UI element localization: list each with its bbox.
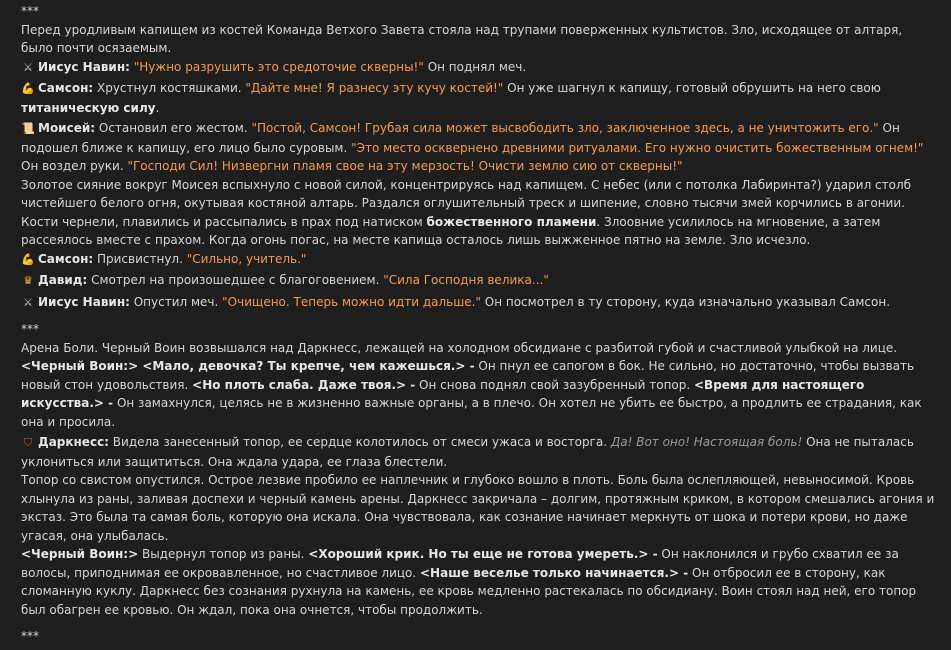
narration: Остановил его жестом. <box>95 121 252 135</box>
quote: "Сила Господня велика..." <box>383 273 549 287</box>
speaker-name: Давид: <box>38 273 88 287</box>
line-joshua-1 <box>21 58 937 78</box>
quote: "Нужно разрушить это средоточие скверны!" <box>133 59 424 74</box>
line-samson-2 <box>21 250 937 270</box>
scene1-intro: Перед уродливым капищем из костей Команда Ветхого Завета стояла над трупами поверженных культистов. Зло, исходящее от алтаря, было почти осязаемым. <box>21 22 903 55</box>
narration: Выдернул топор из раны. <box>138 547 309 561</box>
narration: Видела занесенный топор, ее сердце колотилось от смеси ужаса и восторга. <box>108 435 611 449</box>
scroll-icon: 📜 <box>21 122 35 135</box>
speaker-name: Иисус Навин: <box>38 59 130 74</box>
crown-icon: ♛ <box>23 274 33 287</box>
flexed-arm-icon: 💪 <box>21 252 35 266</box>
quote: "Постой, Самсон! Грубая сила может высвободить зло, заключенное здесь, а не уничтожить его." <box>251 121 879 135</box>
narration: Золотое сияние вокруг Моисея вспыхнуло с новой силой, концентрируясь над капищем. С небес (или с потолка Лабиринта?) ударил столб чистейшего белого огня, окутывая костяной алтарь. Раздался оглушительный треск и шипение, словно тысячи змей корчились в агонии. Кости чернели, плавились и рассыпались в прах под натиском <box>21 177 912 229</box>
speaker-name: Самсон: <box>38 81 94 95</box>
crossed-swords-icon: ⚔ <box>23 60 33 74</box>
darkness-para <box>21 433 937 471</box>
narration: Присвистнул. <box>93 251 187 266</box>
quote: "Очищено. Теперь можно идти дальше." <box>222 294 481 309</box>
narration: Он подошел ближе к капищу, его лицо было суровым. <box>21 121 900 155</box>
line-samson-1 <box>21 79 937 117</box>
narration: . <box>155 100 160 115</box>
narration: Он посмотрел в ту сторону, куда изначально указывал Самсон. <box>480 294 891 309</box>
speech-bold: <Но плоть слаба. Даже твоя.> - <box>192 377 416 392</box>
speaker-name: Самсон: <box>38 251 94 266</box>
emphasis: божественного пламени <box>426 214 597 229</box>
speaker-name: Иисус Навин: <box>38 294 130 309</box>
speech-bold: <Хороший крик. Но ты еще не готова умереть.> - <box>308 547 658 561</box>
line-joshua-2 <box>21 293 937 313</box>
narration: Она не пыталась уклониться или защититься. Она ждала удара, ее глаза блестели. <box>21 435 914 469</box>
emphasis: титаническую силу <box>21 100 156 115</box>
inner-thought: Да! Вот оно! Настоящая боль! <box>610 435 803 449</box>
black-warrior-para-1 <box>21 357 937 431</box>
quote: "Сильно, учитель." <box>186 251 307 266</box>
speech-bold: <Черный Воин:> <box>21 547 139 561</box>
narration: Он воздел руки. <box>21 159 128 173</box>
narration: Опустил меч. <box>129 294 223 309</box>
narration: Он уже шагнул к капищу, готовый обрушить на него свою <box>503 81 881 95</box>
shield-icon: ⛉ <box>23 436 33 449</box>
narration: Он наклонился и грубо схватил ее за волосы, приподнимая ее окровавленное, но счастливое лицо. <box>21 547 899 580</box>
flexed-arm-icon: 💪 <box>21 82 35 95</box>
scene2-intro: Арена Боли. Черный Воин возвышался над Даркнесс, лежащей на холодном обсидиане с разбитой губой и счастливой улыбкой на лице. <box>21 340 898 355</box>
narration: Хрустнул костяшками. <box>93 81 246 95</box>
crossed-swords-icon: ⚔ <box>23 295 33 309</box>
speaker-name: Моисей: <box>38 121 96 135</box>
separator: *** <box>21 322 39 336</box>
narration: Он замахнулся, целясь не в жизненно важные органы, а в плечо. Он хотел не убить ее быстро, а продлить ее страдания, как она и просила. <box>21 396 922 429</box>
quote: "Дайте мне! Я разнесу эту кучу костей!" <box>245 81 504 95</box>
axe-strike-para: Топор со свистом опустился. Острое лезвие пробило ее наплечник и глубоко вошло в плоть. Боль была ослепляющей, невыносимой. Кровь хлынула из раны, заливая доспехи и черный камень арены. Даркнесс закричала – долгим, протяжным криком, в котором смешались агония и экстаз. Это была та самая боль, которую она искала. Она чувствовала, как сознание начинает меркнуть от шока и потери крови, но даже угасая, она улыбалась. <box>21 473 935 543</box>
narration: Смотрел на произошедшее с благоговением. <box>87 273 384 287</box>
separator: *** <box>21 629 39 643</box>
line-david <box>21 271 937 291</box>
narration-fire <box>21 176 937 250</box>
quote: "Господи Сил! Низвергни пламя свое на эту мерзость! Очисти землю сию от скверны!" <box>127 159 683 173</box>
black-warrior-para-2 <box>21 545 937 619</box>
speaker-name: Даркнесс: <box>38 435 109 449</box>
speech-bold: <Наше веселье только начинается.> - <box>420 565 689 580</box>
narration: Он снова поднял свой зазубренный топор. <box>415 377 694 392</box>
speech-bold: <Черный Воин:> <Мало, девочка? Ты крепче, чем кажешься.> - <box>21 359 475 373</box>
narration: . Злоовние усилилось на мгновение, а затем рассеялось вместе с прахом. Когда огонь погас, на месте капища осталось лишь выжженное пятно на земле. Зло исчезло. <box>21 214 881 247</box>
separator: *** <box>21 4 39 18</box>
narration: Он пнул ее сапогом в бок. Не сильно, но достаточно, чтобы вызвать новый стон удовольствия. <box>21 359 915 392</box>
narration: Он отбросил ее в сторону, как сломанную куклу. Даркнесс без сознания рухнула на камень, ее кровь медленно растекалась по обсидиану. Воин стоял над ней, его топор был обагрен ее кровью. Он ждал, пока она очнется, чтобы продолжить. <box>21 565 917 617</box>
speech-bold: <Время для настоящего искусства.> - <box>21 377 865 410</box>
narration: Он поднял меч. <box>423 59 527 74</box>
line-moses <box>21 119 937 176</box>
quote: "Это место осквернено древними ритуалами. Его нужно очистить божественным огнем!" <box>351 140 924 155</box>
